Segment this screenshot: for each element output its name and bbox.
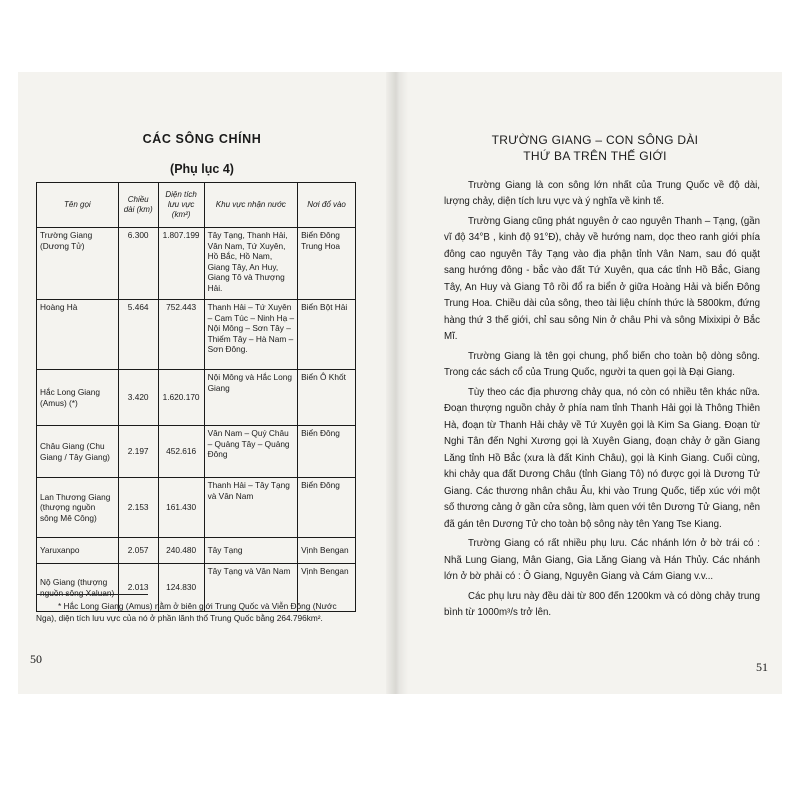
right-page-body — [444, 178, 760, 625]
river-basin-area: 452.616 — [158, 426, 204, 478]
table-header-row — [37, 183, 356, 228]
river-outflow: Vịnh Bengan — [298, 538, 356, 564]
header-catchment-region: Khu vực nhận nước — [204, 183, 298, 228]
river-name: Châu Giang (Chu Giang / Tây Giang) — [37, 426, 119, 478]
river-length: 6.300 — [118, 228, 158, 300]
river-length: 5.464 — [118, 300, 158, 370]
river-name: Yaruxanpo — [37, 538, 119, 564]
table-row — [37, 370, 356, 426]
paragraph: Trường Giang là tên gọi chung, phổ biến cho toàn bộ dòng sông. Trong các sách cổ của Trung Quốc, người ta quen gọi là Đại Giang. — [444, 350, 760, 379]
right-page — [408, 72, 782, 694]
table-row — [37, 478, 356, 538]
page-number-left: 50 — [30, 652, 42, 666]
right-title-line-2: THỨ BA TRÊN THẾ GIỚI — [523, 149, 667, 164]
river-region: Nội Mông và Hắc Long Giang — [204, 370, 298, 426]
paragraph: Các phụ lưu này đều dài từ 800 đến 1200km và có dòng chảy trung bình từ 1000m³/s trở lên. — [444, 590, 760, 619]
river-name: Nộ Giang (thượng nguồn sông Xaluan) — [37, 564, 119, 612]
river-region: Tây Tạng, Thanh Hải, Vân Nam, Tứ Xuyên, Hồ Bắc, Hồ Nam, Giang Tây, An Huy, Giang Tô và Thượng Hải. — [204, 228, 298, 300]
table-row — [37, 538, 356, 564]
river-name: Hoàng Hà — [37, 300, 119, 370]
header-basin-area: Diện tích lưu vực (km²) — [158, 183, 204, 228]
river-basin-area: 1.620.170 — [158, 370, 204, 426]
river-outflow: Biển Đông — [298, 478, 356, 538]
footnote: * Hắc Long Giang (Amus) nằm ở biên giới Trung Quốc và Viễn Đông (Nước Nga), diện tích lưu vực của nó ở phần lãnh thổ Trung Quốc bằng 264.796km². — [36, 601, 337, 624]
river-region: Thanh Hải – Tây Tạng và Vân Nam — [204, 478, 298, 538]
left-page-title: CÁC SÔNG CHÍNH — [142, 132, 262, 146]
river-basin-area: 161.430 — [158, 478, 204, 538]
river-outflow: Biển Đông Trung Hoa — [298, 228, 356, 300]
rivers-table — [36, 182, 356, 612]
river-outflow: Biển Ô Khốt — [298, 370, 356, 426]
river-length: 2.013 — [118, 564, 158, 612]
header-name: Tên gọi — [37, 183, 119, 228]
left-page — [18, 72, 386, 694]
river-region: Tây Tạng và Vân Nam — [204, 564, 298, 612]
river-length: 2.197 — [118, 426, 158, 478]
right-page-title — [408, 132, 782, 164]
river-basin-area: 752.443 — [158, 300, 204, 370]
table-row — [37, 228, 356, 300]
river-outflow: Biển Đông — [298, 426, 356, 478]
footnote-divider — [36, 594, 148, 595]
header-length: Chiều dài (km) — [118, 183, 158, 228]
river-region: Vân Nam – Quý Châu – Quảng Tây – Quảng Đông — [204, 426, 298, 478]
river-basin-area: 1.807.199 — [158, 228, 204, 300]
river-outflow: Vịnh Bengan — [298, 564, 356, 612]
river-region: Tây Tạng — [204, 538, 298, 564]
river-length: 2.057 — [118, 538, 158, 564]
river-name: Hắc Long Giang (Amus) (*) — [37, 370, 119, 426]
river-length: 3.420 — [118, 370, 158, 426]
river-basin-area: 240.480 — [158, 538, 204, 564]
page-number-right: 51 — [756, 660, 768, 674]
river-length: 2.153 — [118, 478, 158, 538]
right-title-line-1: TRƯỜNG GIANG – CON SÔNG DÀI — [491, 133, 699, 147]
river-region: Thanh Hải – Tứ Xuyên – Cam Túc – Ninh Hạ – Nội Mông – Sơn Tây – Thiểm Tây – Hà Nam – Sơn Đông. — [204, 300, 298, 370]
header-outflow: Nơi đổ vào — [298, 183, 356, 228]
paragraph: Trường Giang cũng phát nguyên ở cao nguyên Thanh – Tạng, (gần vĩ độ 34°B , kinh độ 91°Đ), chảy về hướng nam, dọc theo ranh giới phía đông cao nguyên Tây Tạng vào địa phận tỉnh Vân Nam, sau đó quặt sang hướng đông - bắc vào đất Tứ Xuyên, qua các tỉnh Hồ Bắc, Giang Tây, An Huy và Giang Tô rồi đổ ra biển ở giữa Hoàng Hải và biển Đông Trung Hoa. Chiều dài của sông, theo tài liệu chính thức là 5800km, đứng hàng thứ 3 thế giới, chỉ sau sông Nin ở châu Phi và sông Mixixipi ở Bắc Mĩ. — [444, 215, 760, 343]
paragraph: Trường Giang có rất nhiều phụ lưu. Các nhánh lớn ở bờ trái có : Nhã Lung Giang, Mân Giang, Gia Lăng Giang và Hán Thủy. Các nhánh lớn ở bờ phải có : Ô Giang, Nguyên Giang và Cám Giang v.v... — [444, 538, 760, 583]
river-basin-area: 124.830 — [158, 564, 204, 612]
paragraph: Trường Giang là con sông lớn nhất của Trung Quốc về độ dài, lượng chảy, diện tích lưu vực và ý nghĩa về kinh tế. — [444, 180, 760, 208]
left-page-subtitle: (Phụ lục 4) — [170, 162, 234, 176]
table-row — [37, 300, 356, 370]
table-row — [37, 426, 356, 478]
river-outflow: Biển Bột Hải — [298, 300, 356, 370]
book-gutter — [386, 72, 408, 694]
river-name: Lan Thương Giang (thượng nguồn sông Mê Công) — [37, 478, 119, 538]
paragraph: Tùy theo các địa phương chảy qua, nó còn có nhiều tên khác nữa. Đoạn thượng nguồn chảy ở phía nam tỉnh Thanh Hải gọi là Thông Thiên Hà, đoạn từ Thanh Hải chảy về Tứ Xuyên gọi là Kim Sa Giang. Đoạn từ Nghi Tân đến Nghi Xương gọi là Xuyên Giang, đoạn chảy ở gần Giang Lăng tỉnh Hồ Bắc (xưa là đất Kinh Châu), gọi là Kinh Giang. Cuối cùng, khi chảy qua đất Dương Châu (tỉnh Giang Tô) nó được gọi là Dương Tử Giang. Các thương nhân châu Âu, khi vào Trung Quốc, tiếp xúc với một số thương cảng ở gần cửa sông, làm quen với tên Dương Tử Giang, nên đã gán tên Dương Tử cho toàn bộ sông này tên Yang Tse Kiang. — [444, 386, 760, 530]
river-name: Trường Giang (Dương Tử) — [37, 228, 119, 300]
